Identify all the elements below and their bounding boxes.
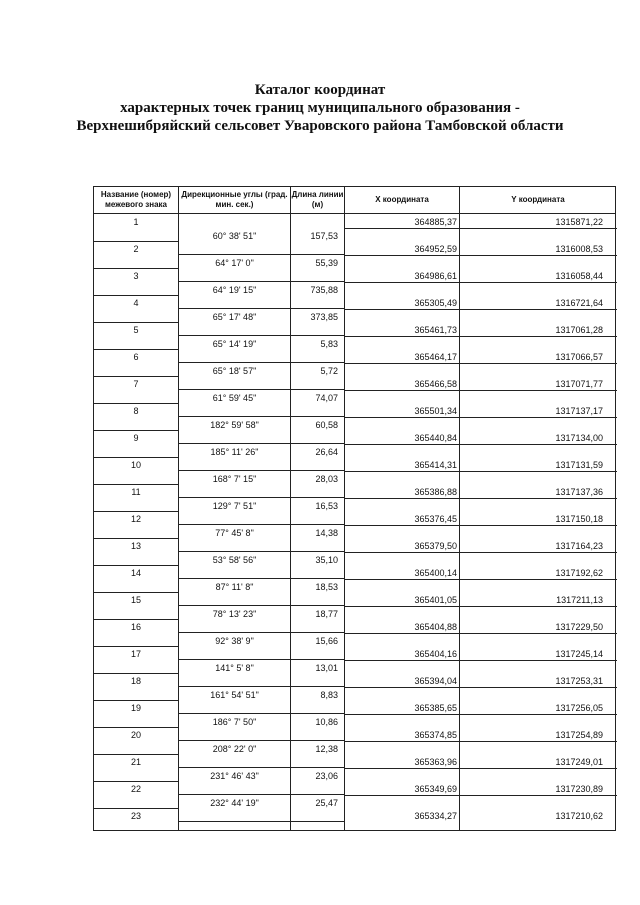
row-divider	[178, 767, 344, 768]
x-coordinate-cell: 365349,69	[414, 784, 457, 794]
x-coordinate-cell: 365414,31	[414, 460, 457, 470]
row-divider	[94, 349, 178, 350]
row-divider	[344, 741, 617, 742]
x-coordinate-cell: 365376,45	[414, 514, 457, 524]
row-divider	[94, 295, 178, 296]
row-divider	[94, 241, 178, 242]
point-number: 1	[133, 217, 139, 227]
x-coordinate-cell: 365394,04	[414, 676, 457, 686]
row-divider	[94, 511, 178, 512]
point-number: 14	[130, 568, 141, 578]
y-coordinate-cell: 1317137,36	[555, 487, 603, 497]
line-length-cell: 373,85	[310, 312, 338, 322]
row-divider	[94, 646, 178, 647]
row-divider	[344, 336, 617, 337]
row-divider	[94, 619, 178, 620]
y-coordinate-cell: 1317254,89	[555, 730, 603, 740]
point-number: 19	[130, 703, 141, 713]
row-divider	[94, 754, 178, 755]
direction-angle-cell: 65° 17' 48"	[212, 312, 257, 322]
row-divider	[178, 470, 344, 471]
point-number: 18	[130, 676, 141, 686]
direction-angle-cell: 64° 19' 15"	[212, 285, 257, 295]
header-y-coordinate: Y координата	[511, 195, 565, 204]
row-divider	[178, 551, 344, 552]
row-divider	[178, 308, 344, 309]
x-coordinate-cell: 365464,17	[414, 352, 457, 362]
document-subtitle-line-2: Верхнешибряйский сельсовет Уваровского района Тамбовской области	[76, 118, 564, 134]
y-coordinate-cell: 1317150,18	[555, 514, 603, 524]
row-divider	[178, 362, 344, 363]
line-length-cell: 35,10	[315, 555, 338, 565]
header-x-coordinate: X координата	[375, 195, 429, 204]
line-length-cell: 23,06	[315, 771, 338, 781]
line-length-cell: 14,38	[315, 528, 338, 538]
row-divider	[178, 659, 344, 660]
y-coordinate-cell: 1316058,44	[555, 271, 603, 281]
row-divider	[344, 363, 617, 364]
line-length-cell: 13,01	[315, 663, 338, 673]
y-coordinate-cell: 1317137,17	[555, 406, 603, 416]
direction-angle-cell: 182° 59' 58"	[210, 420, 259, 430]
row-divider	[344, 228, 617, 229]
line-length-cell: 18,77	[315, 609, 338, 619]
row-divider	[344, 687, 617, 688]
row-divider	[344, 525, 617, 526]
point-number: 12	[130, 514, 141, 524]
row-divider	[344, 606, 617, 607]
row-divider	[344, 390, 617, 391]
row-divider	[94, 430, 178, 431]
x-coordinate-cell: 364952,59	[414, 244, 457, 254]
y-coordinate-cell: 1317230,89	[555, 784, 603, 794]
x-coordinate-cell: 365440,84	[414, 433, 457, 443]
row-divider	[94, 673, 178, 674]
direction-angle-cell: 65° 18' 57"	[212, 366, 257, 376]
row-divider	[178, 254, 344, 255]
direction-angle-cell: 186° 7' 50"	[212, 717, 257, 727]
header-line-length: Длина линии (м)	[291, 190, 344, 209]
row-divider	[344, 768, 617, 769]
point-number: 3	[133, 271, 139, 281]
header-direction-angle: Дирекционные углы (град. мин. сек.)	[181, 190, 288, 209]
direction-angle-cell: 232° 44' 19"	[210, 798, 259, 808]
row-divider	[94, 592, 178, 593]
y-coordinate-cell: 1317229,50	[555, 622, 603, 632]
row-divider	[344, 714, 617, 715]
y-coordinate-cell: 1317253,31	[555, 676, 603, 686]
point-number: 11	[131, 487, 141, 497]
row-divider	[344, 255, 617, 256]
line-length-cell: 28,03	[315, 474, 338, 484]
row-divider	[94, 268, 178, 269]
row-divider	[178, 578, 344, 579]
direction-angle-cell: 141° 5' 8"	[215, 663, 254, 673]
x-coordinate-cell: 365466,58	[414, 379, 457, 389]
x-coordinate-cell: 365461,73	[414, 325, 457, 335]
y-coordinate-cell: 1317131,59	[555, 460, 603, 470]
row-divider	[344, 417, 617, 418]
direction-angle-cell: 87° 11' 8"	[215, 582, 254, 592]
line-length-cell: 60,58	[315, 420, 338, 430]
direction-angle-cell: 129° 7' 51"	[212, 501, 257, 511]
line-length-cell: 55,39	[315, 258, 338, 268]
x-coordinate-cell: 365305,49	[414, 298, 457, 308]
point-number: 23	[130, 811, 141, 821]
row-divider	[178, 497, 344, 498]
point-number: 7	[133, 379, 139, 389]
x-coordinate-cell: 365334,27	[414, 811, 457, 821]
y-coordinate-cell: 1317245,14	[555, 649, 603, 659]
row-divider	[178, 740, 344, 741]
row-divider	[178, 605, 344, 606]
x-coordinate-cell: 365385,65	[414, 703, 457, 713]
y-coordinate-cell: 1317134,00	[555, 433, 603, 443]
point-number: 22	[130, 784, 141, 794]
point-number: 17	[130, 649, 141, 659]
x-coordinate-cell: 365363,96	[414, 757, 457, 767]
row-divider	[344, 579, 617, 580]
line-length-cell: 18,53	[315, 582, 338, 592]
line-length-cell: 735,88	[310, 285, 338, 295]
row-divider	[94, 376, 178, 377]
y-coordinate-cell: 1317256,05	[555, 703, 603, 713]
x-coordinate-cell: 364986,61	[414, 271, 457, 281]
row-divider	[178, 794, 344, 795]
point-number: 15	[130, 595, 141, 605]
row-divider	[94, 727, 178, 728]
direction-angle-cell: 60° 38' 51"	[212, 231, 257, 241]
x-coordinate-cell: 365374,85	[414, 730, 457, 740]
y-coordinate-cell: 1317249,01	[555, 757, 603, 767]
row-divider	[94, 808, 178, 809]
row-divider	[344, 660, 617, 661]
x-coordinate-cell: 365386,88	[414, 487, 457, 497]
document-title: Каталог координат	[254, 82, 386, 98]
line-length-cell: 26,64	[315, 447, 338, 457]
document-subtitle-line-1: характерных точек границ муниципального образования -	[120, 100, 520, 116]
row-divider	[344, 309, 617, 310]
line-length-cell: 12,38	[315, 744, 338, 754]
direction-angle-cell: 53° 58' 56"	[212, 555, 257, 565]
direction-angle-cell: 65° 14' 19"	[212, 339, 257, 349]
y-coordinate-cell: 1317192,62	[555, 568, 603, 578]
header-point-name: Название (номер) межевого знака	[100, 190, 172, 209]
row-divider	[94, 457, 178, 458]
row-divider	[94, 322, 178, 323]
point-number: 5	[133, 325, 139, 335]
line-length-cell: 25,47	[315, 798, 338, 808]
point-number: 8	[133, 406, 139, 416]
y-coordinate-cell: 1317061,28	[555, 325, 603, 335]
row-divider	[178, 335, 344, 336]
row-divider	[344, 633, 617, 634]
point-number: 4	[133, 298, 139, 308]
x-coordinate-cell: 365404,16	[414, 649, 457, 659]
row-divider	[178, 443, 344, 444]
y-coordinate-cell: 1317211,13	[556, 595, 603, 605]
direction-angle-cell: 208° 22' 0"	[212, 744, 257, 754]
row-divider	[344, 498, 617, 499]
point-number: 2	[133, 244, 139, 254]
direction-angle-cell: 161° 54' 51"	[210, 690, 259, 700]
point-number: 16	[130, 622, 141, 632]
row-divider	[344, 795, 617, 796]
direction-angle-cell: 168° 7' 15"	[212, 474, 257, 484]
direction-angle-cell: 231° 46' 43"	[210, 771, 259, 781]
coordinates-table	[93, 186, 616, 831]
row-divider	[344, 282, 617, 283]
line-length-cell: 10,86	[315, 717, 338, 727]
row-divider	[178, 416, 344, 417]
point-number: 13	[130, 541, 141, 551]
y-coordinate-cell: 1317066,57	[555, 352, 603, 362]
direction-angle-cell: 77° 45' 8"	[215, 528, 254, 538]
row-divider	[344, 471, 617, 472]
row-divider	[178, 821, 344, 822]
y-coordinate-cell: 1316721,64	[555, 298, 603, 308]
x-coordinate-cell: 365404,88	[414, 622, 457, 632]
point-number: 10	[130, 460, 141, 470]
y-coordinate-cell: 1317164,23	[555, 541, 603, 551]
line-length-cell: 5,72	[320, 366, 338, 376]
y-coordinate-cell: 1317210,62	[555, 811, 603, 821]
point-number: 20	[130, 730, 141, 740]
point-number: 9	[133, 433, 139, 443]
row-divider	[178, 632, 344, 633]
row-divider	[94, 565, 178, 566]
point-number: 21	[130, 757, 141, 767]
point-number: 6	[133, 352, 139, 362]
row-divider	[94, 781, 178, 782]
row-divider	[178, 524, 344, 525]
x-coordinate-cell: 365401,05	[414, 595, 457, 605]
row-divider	[178, 713, 344, 714]
x-coordinate-cell: 364885,37	[414, 217, 457, 227]
x-coordinate-cell: 365400,14	[414, 568, 457, 578]
line-length-cell: 16,53	[315, 501, 338, 511]
line-length-cell: 15,66	[315, 636, 338, 646]
row-divider	[344, 552, 617, 553]
row-divider	[178, 281, 344, 282]
row-divider	[94, 484, 178, 485]
direction-angle-cell: 78° 13' 23"	[212, 609, 257, 619]
y-coordinate-cell: 1316008,53	[555, 244, 603, 254]
line-length-cell: 5,83	[320, 339, 338, 349]
line-length-cell: 74,07	[315, 393, 338, 403]
y-coordinate-cell: 1317071,77	[555, 379, 603, 389]
row-divider	[178, 389, 344, 390]
row-divider	[344, 444, 617, 445]
line-length-cell: 157,53	[310, 231, 338, 241]
row-divider	[94, 700, 178, 701]
row-divider	[94, 403, 178, 404]
direction-angle-cell: 64° 17' 0"	[215, 258, 254, 268]
x-coordinate-cell: 365501,34	[414, 406, 457, 416]
row-divider	[178, 686, 344, 687]
header-divider	[94, 213, 615, 214]
line-length-cell: 8,83	[320, 690, 338, 700]
direction-angle-cell: 61° 59' 45"	[212, 393, 257, 403]
x-coordinate-cell: 365379,50	[414, 541, 457, 551]
direction-angle-cell: 92° 38' 9"	[215, 636, 254, 646]
y-coordinate-cell: 1315871,22	[555, 217, 603, 227]
row-divider	[94, 538, 178, 539]
direction-angle-cell: 185° 11' 26"	[210, 447, 259, 457]
